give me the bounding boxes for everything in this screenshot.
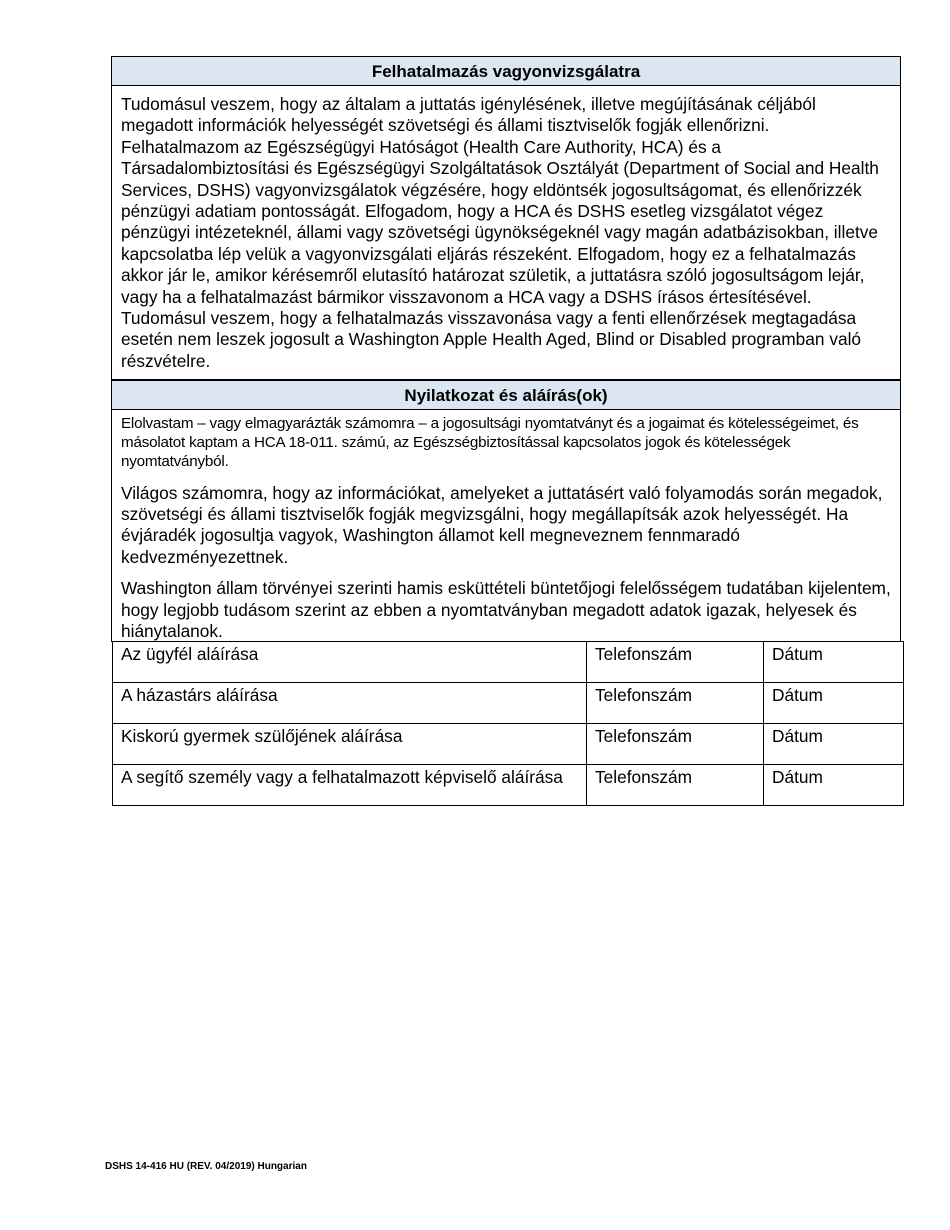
signature-row-client [113,642,904,683]
declaration-section [111,380,901,642]
spouse-phone-field[interactable]: Telefonszám [587,683,764,724]
representative-phone-field[interactable]: Telefonszám [587,765,764,806]
asset-verification-heading: Felhatalmazás vagyonvizsgálatra [112,57,900,86]
parent-date-field[interactable]: Dátum [764,724,904,765]
client-phone-field[interactable]: Telefonszám [587,642,764,683]
form-footer-id: DSHS 14-416 HU (REV. 04/2019) Hungarian [105,1161,307,1172]
parent-phone-field[interactable]: Telefonszám [587,724,764,765]
signature-row-parent [113,724,904,765]
declaration-heading: Nyilatkozat és aláírás(ok) [112,381,900,410]
declaration-paragraph-perjury: Washington állam törvényei szerinti hamis esküttételi büntetőjogi felelősségem tudatában kijelentem, hogy legjobb tudásom szerint az ebben a nyomtatványban megadott adatok igazak, helyesek és hiánytalanok. [121,578,891,642]
spouse-date-field[interactable]: Dátum [764,683,904,724]
declaration-paragraph-verification: Világos számomra, hogy az információkat, amelyeket a juttatásért való folyamodás során megadok, szövetségi és állami tisztviselők fogják megvizsgálni, hogy megállapítsák azok helyességét. Ha évjáradék jogosultja vagyok, Washington államot kell megneveznem fennmaradó kedvezményezettnek. [121,482,883,567]
asset-verification-section [111,56,901,380]
client-signature-field[interactable]: Az ügyfél aláírása [113,642,587,683]
representative-signature-field[interactable]: A segítő személy vagy a felhatalmazott képviselő aláírása [113,765,587,806]
signature-row-representative [113,765,904,806]
asset-verification-text: Tudomásul veszem, hogy az általam a juttatás igénylésének, illetve megújításának céljából megadott információk helyességét szövetségi és állami tisztviselők fogják ellenőrizni. Felhatalmazom az Egészségügyi Hatóságot (Health Care Authority, HCA) és a Társadalombiztosítási és Egészségügyi Szolgáltatások Osztályát (Department of Social and Health Services, DSHS) vagyonvizsgálatok végzésére, hogy eldöntsék jogosultságomat, és ellenőrizzék pénzügyi adatiam pontosságát. Elfogadom, hogy a HCA és DSHS esetleg vizsgálatot végez pénzügyi intézeteknél, állami vagy szövetségi ügynökségeknél vagy magán adatbázisokban, illetve kapcsolatba lép velük a vagyonvizsgálati eljárás részeként. Elfogadom, hogy ez a felhatalmazás akkor jár le, amikor kérésemről elutasító határozat születik, a juttatásra szóló jogosultságom lejár, vagy ha a felhatalmazást bármikor visszavonom a HCA vagy a DSHS írásos értesítésével. Tudomásul veszem, hogy a felhatalmazás visszavonása vagy a fenti ellenőrzések megtagadása esetén nem leszek jogosult a Washington Apple Health Aged, Blind or Disabled programban való részvételre. [121,94,879,371]
client-date-field[interactable]: Dátum [764,642,904,683]
spouse-signature-field[interactable]: A házastárs aláírása [113,683,587,724]
signature-row-spouse [113,683,904,724]
signature-table [112,641,904,806]
representative-date-field[interactable]: Dátum [764,765,904,806]
parent-signature-field[interactable]: Kiskorú gyermek szülőjének aláírása [113,724,587,765]
declaration-paragraph-rights: Elolvastam – vagy elmagyarázták számomra – a jogosultsági nyomtatványt és a jogaimat és kötelességeimet, és másolatot kaptam a HCA 18-011. számú, az Egészségbiztosítással kapcsolatos jogok és kötelességek nyomtatványból. [121,415,859,471]
